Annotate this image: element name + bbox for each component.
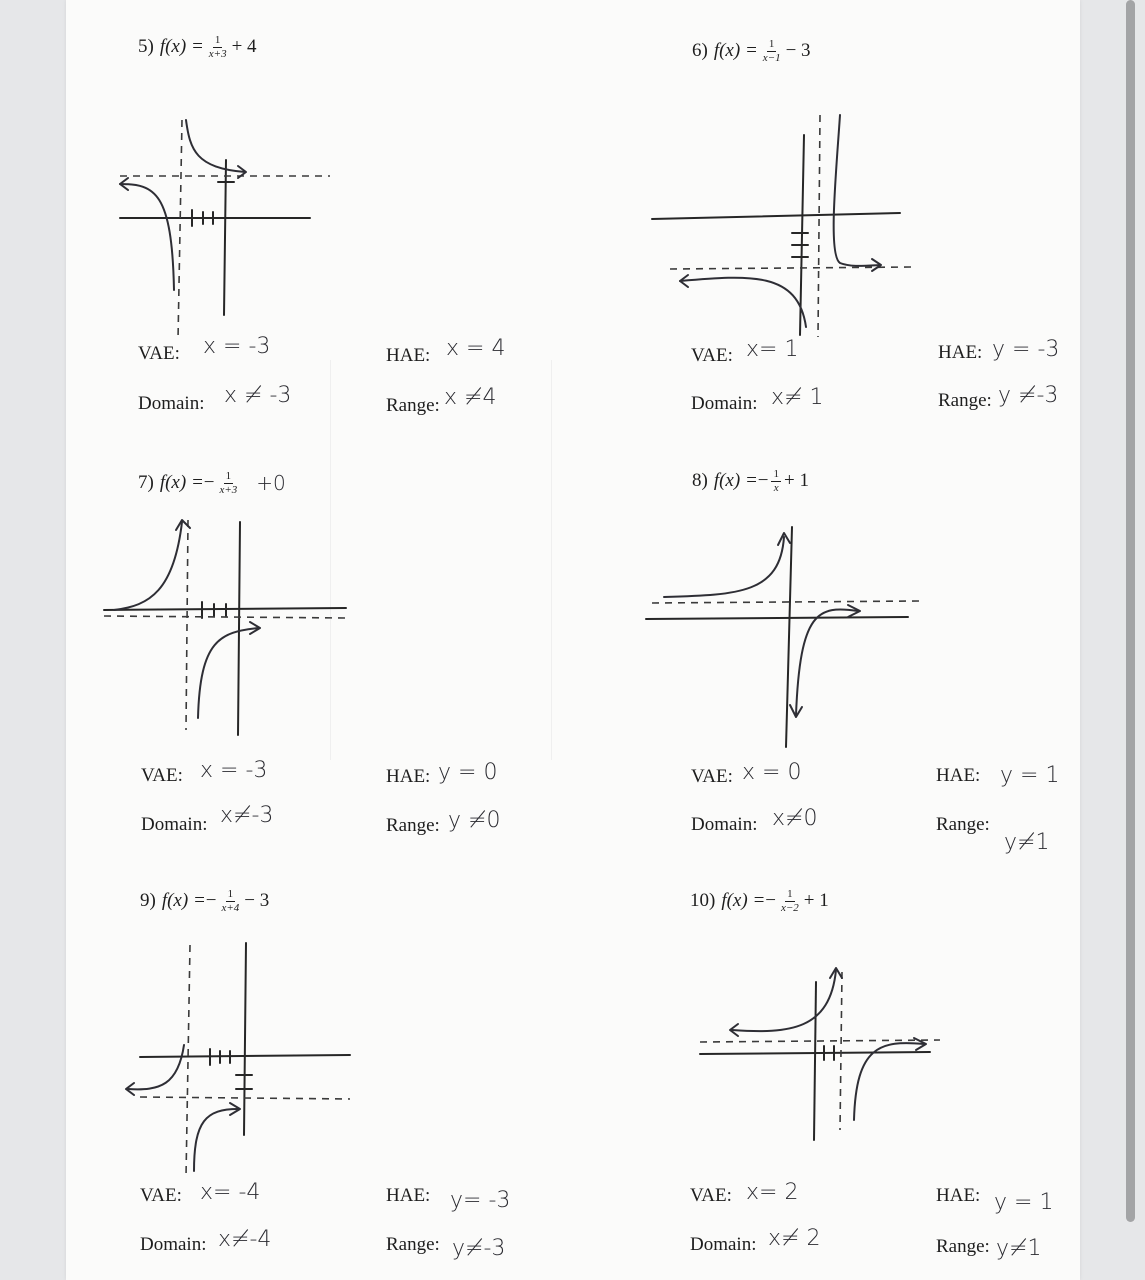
function-name: f(x) = [159,36,204,58]
constant: + 4 [231,36,257,58]
vae-label: VAE: [141,765,183,786]
range-label: Range: [386,815,440,836]
vertical-asymptote [186,520,188,730]
problem-8-equation [692,468,809,494]
hae-label: HAE: [386,345,431,366]
fraction [771,468,781,494]
horizontal-asymptote [140,1097,350,1099]
domain-label: Domain: [690,1234,757,1255]
problem-8-graph [640,515,930,755]
problem-7-equation [138,470,286,496]
hae-label: HAE: [936,1185,981,1206]
range-label: Range: [936,814,990,835]
hae-answer: y = -3 [992,337,1060,362]
hae-label: HAE: [386,1185,431,1206]
y-axis [244,943,246,1135]
y-axis [238,522,240,735]
numerator: 1 [787,888,793,900]
range-label: Range: [386,395,440,416]
function-name: f(x) = [713,470,758,492]
fraction [761,38,783,64]
curve-left-branch [664,537,784,597]
function-name: f(x) = [161,890,206,912]
numerator: 1 [227,888,234,900]
sign: − [205,890,217,912]
hae-answer: y= -3 [450,1188,511,1213]
domain-answer: x≠0 [772,806,818,831]
vertical-asymptote [178,120,182,340]
range-answer: y≠1 [1004,830,1050,855]
vae-label: VAE: [691,766,733,787]
x-axis [652,213,900,219]
range-answer: y≠-3 [452,1236,506,1261]
horizontal-asymptote [700,1040,940,1042]
sign: − [203,472,215,494]
domain-label: Domain: [691,393,758,414]
vertical-asymptote [840,972,842,1130]
hae-label: HAE: [936,765,981,786]
problem-number: 8) [692,470,708,492]
vae-label: VAE: [690,1185,732,1206]
fraction [207,34,229,60]
vertical-asymptote [186,945,190,1177]
domain-answer: x≠-3 [220,803,274,828]
denominator: x−2 [780,901,799,914]
vae-answer: x= -4 [200,1180,261,1205]
curve-right-branch [854,1043,924,1120]
problem-number: 7) [138,472,154,494]
domain-answer: x ≠ -3 [224,383,292,408]
problem-10-equation [690,888,829,914]
denominator: x+4 [221,901,240,914]
numerator: 1 [768,38,775,50]
hae-answer: y = 1 [1000,763,1060,788]
bleed-through-area [330,360,552,760]
horizontal-asymptote [652,601,920,603]
vae-label: VAE: [138,343,180,364]
curve-right-branch [186,120,245,172]
vae-answer: x = -3 [203,334,271,359]
domain-answer: x≠ 2 [768,1226,821,1251]
range-answer: y ≠-3 [998,383,1059,408]
fraction [217,470,239,496]
function-name: f(x) = [721,890,766,912]
hae-answer: y = 0 [438,760,498,785]
y-axis [814,982,816,1140]
vae-answer: x = -3 [200,758,268,783]
hae-answer: x = 4 [446,336,506,361]
vae-answer: x= 1 [746,337,799,362]
curve-right-branch [198,628,258,718]
curve-left-branch [128,1045,184,1089]
y-axis [224,160,226,315]
fraction [779,888,801,914]
problem-5-equation [138,34,257,60]
range-label: Range: [938,390,992,411]
denominator: x+3 [219,483,238,496]
range-label: Range: [936,1236,990,1257]
curve-right-branch [796,609,858,715]
denominator: x [773,481,779,494]
hae-label: HAE: [938,342,983,363]
problem-10-graph [690,960,950,1150]
fraction [219,888,241,914]
domain-label: Domain: [141,814,208,835]
constant: − 3 [244,890,270,912]
range-answer: y≠1 [996,1236,1042,1261]
problem-number: 5) [138,36,154,58]
problem-number: 10) [690,890,716,912]
curve-left-branch [732,970,836,1031]
range-label: Range: [386,1234,440,1255]
vae-label: VAE: [140,1185,182,1206]
numerator: 1 [225,470,232,482]
hae-label: HAE: [386,766,431,787]
problem-5-graph [100,100,350,350]
problem-7-graph [100,510,360,750]
curve-left-branch [680,278,806,327]
domain-label: Domain: [138,393,205,414]
y-axis [786,527,792,747]
vae-label: VAE: [691,345,733,366]
constant: − 3 [785,40,811,62]
problem-9-graph [110,935,360,1185]
vertical-asymptote [818,115,820,337]
curve-right-branch [834,115,880,266]
sign: − [757,470,769,492]
sign: − [765,890,776,912]
constant: + 1 [783,470,809,492]
denominator: x+3 [208,47,227,60]
horizontal-asymptote [104,616,346,618]
domain-answer: x≠-4 [218,1227,272,1252]
denominator: x−1 [762,51,781,64]
domain-label: Domain: [140,1234,207,1255]
y-axis [800,135,804,335]
constant: + 1 [803,890,829,912]
numerator: 1 [773,468,779,480]
handwritten-constant: +0 [256,471,286,496]
function-name: f(x) = [713,40,758,62]
problem-6-graph [640,105,930,345]
range-answer: y ≠0 [448,808,501,833]
problem-number: 6) [692,40,708,62]
vae-answer: x = 0 [742,760,802,785]
function-name: f(x) = [159,472,204,494]
curve-right-branch [194,1109,238,1171]
domain-label: Domain: [691,814,758,835]
curve-left-branch [114,522,182,610]
vae-answer: x= 2 [746,1180,799,1205]
problem-9-equation [140,888,269,914]
hae-answer: y = 1 [994,1190,1054,1215]
domain-answer: x≠ 1 [771,385,824,410]
range-answer: x ≠4 [444,385,497,410]
numerator: 1 [214,34,221,46]
curve-left-branch [120,184,174,290]
problem-6-equation [692,38,811,64]
problem-number: 9) [140,890,156,912]
vertical-scrollbar[interactable] [1126,0,1135,1222]
x-axis [646,617,908,619]
